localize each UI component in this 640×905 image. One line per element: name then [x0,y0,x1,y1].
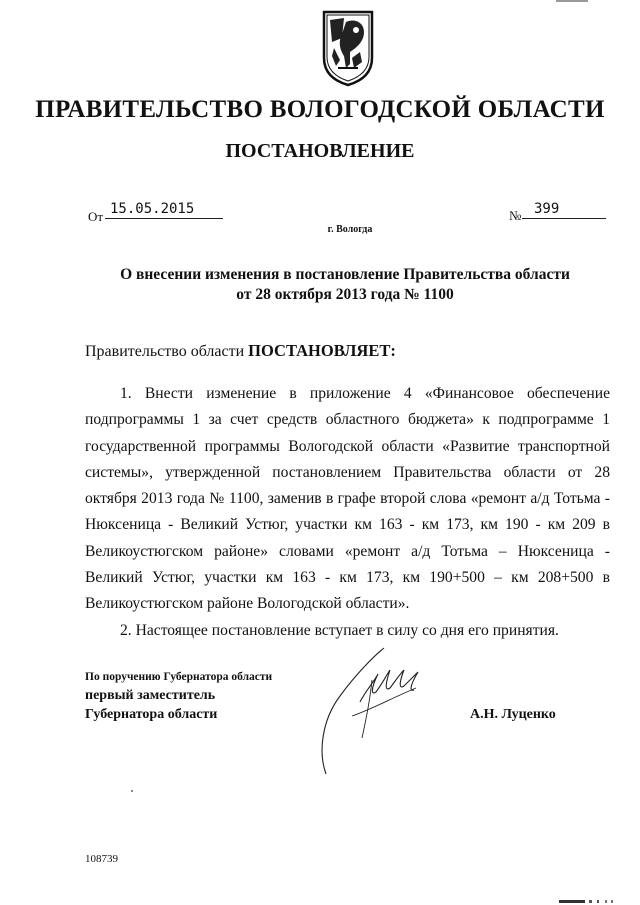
scan-mark [556,0,588,2]
government-title: ПРАВИТЕЛЬСТВО ВОЛОГОДСКОЙ ОБЛАСТИ [35,96,605,123]
number-prefix: № [509,208,522,223]
paragraph-1: 1. Внести изменение в приложение 4 «Финансовое обеспечение подпрограммы 1 за счет средств областного бюджета» к подпрограмме 1 государственной программы Вологодской области «Развитие транспортной системы», утвержденной постановлением Правительства области от 28 октября 2013 года № 1100, заменив в графе второй слова «ремонт а/д Тотьма - Нюксеница - Великий Устюг, участки км 163 - км 173, км 190 - км 209 в Великоустюгском районе» словами «ремонт а/д Тотьма – Нюксеница - Великий Устюг, участки км 163 - км 173, км 190+500 – км 208+500 в Великоустюгском районе Вологодской области». [85,385,610,613]
signatory-name: А.Н. Луценко [470,707,556,722]
coat-of-arms-emblem [320,8,376,88]
document-body [85,381,610,644]
document-type: ПОСТАНОВЛЕНИЕ [225,140,415,162]
registration-number: 108739 [85,853,118,865]
paragraph-2: 2. Настоящее постановление вступает в силу со дня его принятия. [120,621,559,639]
signatory-line-1: По поручению Губернатора области [85,671,273,683]
signatory-line-3: Губернатора области [85,707,218,722]
date-prefix: От [88,209,104,224]
document-number: 399 [522,201,606,219]
document-date: 15.05.2015 [105,201,223,219]
preamble [85,341,396,361]
preamble-text: Правительство области [85,343,249,360]
document-title-line-2: от 28 октября 2013 года № 1100 [236,286,454,303]
signatory-line-2: первый заместитель [85,688,216,703]
document-title-line-1: О внесении изменения в постановление Правительства области [120,266,570,283]
preamble-emphasis: ПОСТАНОВЛЯЕТ: [248,341,396,360]
city-label: г. Вологда [327,224,373,235]
scan-mark [559,900,615,903]
handwritten-signature [312,640,432,780]
scan-speck [131,790,133,792]
